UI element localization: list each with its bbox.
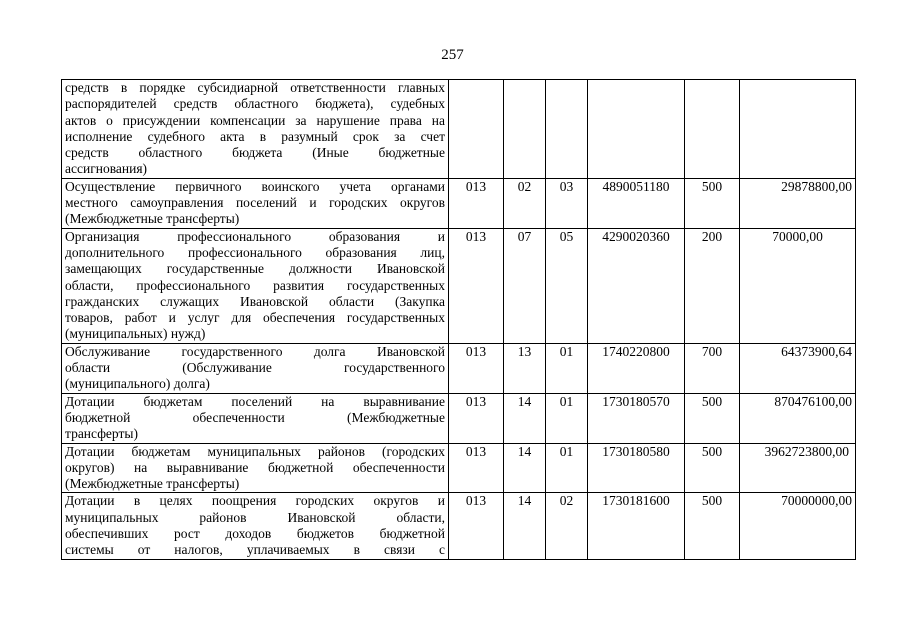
subsection-code: 01 [546, 393, 588, 443]
description-line: актов о присуждении компенсации за нарушение права на [65, 112, 445, 128]
section-code: 07 [504, 228, 546, 343]
subsection-code: 03 [546, 178, 588, 228]
description-line: товаров, работ и услуг для обеспечения государственных [65, 310, 445, 326]
row-description [62, 178, 449, 228]
section-code: 02 [504, 178, 546, 228]
expense-type-code: 200 [685, 228, 740, 343]
amount-value: 64373900,64 [740, 343, 856, 393]
subsection-code [546, 80, 588, 179]
target-article-code: 4890051180 [588, 178, 685, 228]
row-description [62, 343, 449, 393]
description-line: гражданских служащих Ивановской области (Закупка [65, 293, 445, 309]
description-line: муниципальных районов Ивановской области, [65, 509, 445, 525]
section-code: 13 [504, 343, 546, 393]
table-row [62, 393, 856, 443]
description-line: местного самоуправления поселений и городских округов [65, 195, 445, 211]
subsection-code: 02 [546, 493, 588, 559]
table-row [62, 178, 856, 228]
expense-type-code: 500 [685, 178, 740, 228]
expense-type-code [685, 80, 740, 179]
description-line: Организация профессионального образования и [65, 228, 445, 244]
table-row [62, 343, 856, 393]
description-line: области, профессионального развития государственных [65, 277, 445, 293]
target-article-code: 1730180580 [588, 443, 685, 493]
expense-type-code: 500 [685, 393, 740, 443]
row-description [62, 228, 449, 343]
description-line: средств в порядке субсидиарной ответственности главных [65, 80, 445, 95]
description-line: (Межбюджетные трансферты) [65, 476, 240, 492]
table-row [62, 443, 856, 493]
amount-value: 870476100,00 [740, 393, 856, 443]
description-line: округов) на выравнивание бюджетной обеспеченности [65, 459, 445, 475]
ministry-code: 013 [449, 178, 504, 228]
description-line: (муниципального) долга) [65, 376, 210, 392]
ministry-code: 013 [449, 493, 504, 559]
row-description [62, 443, 449, 493]
page-number: 257 [441, 47, 464, 63]
target-article-code [588, 80, 685, 179]
expense-type-code: 500 [685, 493, 740, 559]
table-row [62, 228, 856, 343]
description-line: средств областного бюджета (Иные бюджетные [65, 145, 445, 161]
ministry-code: 013 [449, 343, 504, 393]
description-line: системы от налогов, уплачиваемых в связи с [65, 542, 445, 558]
description-line: Дотации в целях поощрения городских округов и [65, 493, 445, 509]
table-row [62, 80, 856, 179]
table-row [62, 493, 856, 559]
description-line: (Межбюджетные трансферты) [65, 211, 240, 227]
description-line: бюджетной обеспеченности (Межбюджетные [65, 409, 445, 425]
description-line: Дотации бюджетам поселений на выравнивание [65, 393, 445, 409]
description-line: исполнение судебного акта в разумный срок за счет [65, 128, 445, 144]
row-description [62, 493, 449, 559]
ministry-code [449, 80, 504, 179]
amount-value: 70000000,00 [740, 493, 856, 559]
description-line: дополнительного профессионального образования лиц, [65, 244, 445, 260]
budget-table [61, 79, 856, 560]
ministry-code: 013 [449, 228, 504, 343]
target-article-code: 1730181600 [588, 493, 685, 559]
expense-type-code: 700 [685, 343, 740, 393]
ministry-code: 013 [449, 443, 504, 493]
description-line: Обслуживание государственного долга Ивановской [65, 343, 445, 359]
subsection-code: 01 [546, 343, 588, 393]
description-line: области (Обслуживание государственного [65, 360, 445, 376]
description-line: распорядителей средств областного бюджета), судебных [65, 96, 445, 112]
description-line: ассигнования) [65, 161, 148, 177]
amount-value [740, 80, 856, 179]
target-article-code: 4290020360 [588, 228, 685, 343]
row-description [62, 80, 449, 179]
amount-value: 3962723800,00 [740, 443, 856, 493]
description-line: обеспечивших рост доходов бюджетов бюджетной [65, 526, 445, 542]
amount-value: 70000,00 [740, 228, 856, 343]
section-code: 14 [504, 443, 546, 493]
description-line: (муниципальных) нужд) [65, 326, 206, 342]
section-code: 14 [504, 393, 546, 443]
target-article-code: 1740220800 [588, 343, 685, 393]
section-code [504, 80, 546, 179]
description-line: замещающих государственные должности Ивановской [65, 261, 445, 277]
row-description [62, 393, 449, 443]
subsection-code: 05 [546, 228, 588, 343]
description-line: Осуществление первичного воинского учета органами [65, 178, 445, 194]
subsection-code: 01 [546, 443, 588, 493]
amount-value: 29878800,00 [740, 178, 856, 228]
section-code: 14 [504, 493, 546, 559]
description-line: Дотации бюджетам муниципальных районов (городских [65, 443, 445, 459]
expense-type-code: 500 [685, 443, 740, 493]
target-article-code: 1730180570 [588, 393, 685, 443]
description-line: трансферты) [65, 426, 138, 442]
ministry-code: 013 [449, 393, 504, 443]
